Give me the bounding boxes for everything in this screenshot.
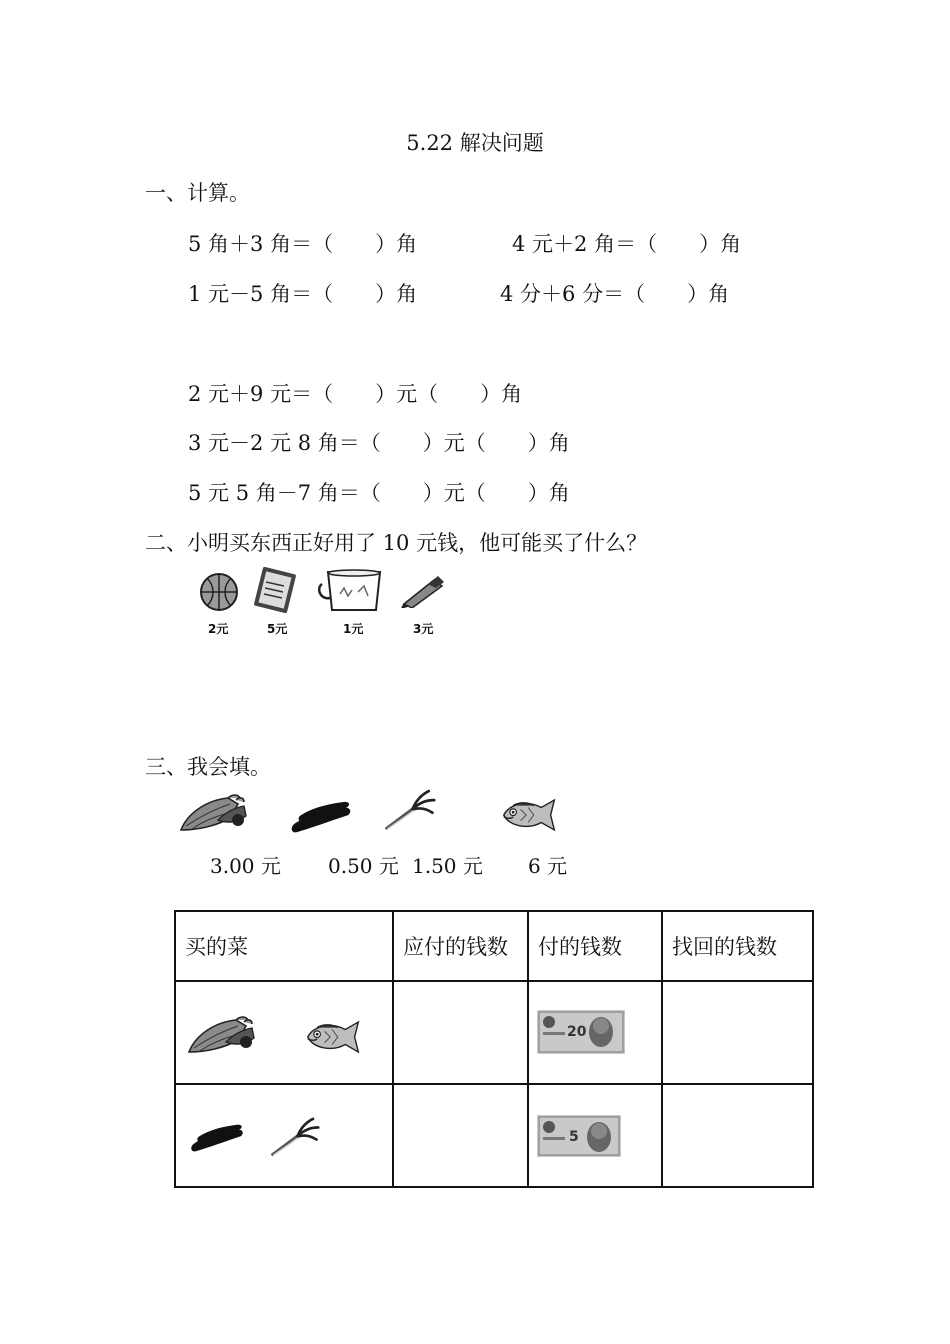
amount-paid-cell — [528, 1084, 662, 1187]
page-title: 5.22 解决问题 — [406, 131, 544, 155]
shopping-table — [174, 910, 814, 1188]
table-row — [175, 1084, 813, 1187]
banknote-5-icon — [537, 1115, 621, 1157]
header-amount-due: 应付的钱数 — [393, 911, 528, 981]
banknote-20-icon — [537, 1010, 625, 1054]
section-3-heading: 三、我会填。 — [145, 755, 271, 779]
amount-due-cell[interactable] — [393, 981, 528, 1084]
bamboo-shoot-icon — [186, 1014, 256, 1056]
cup-price: 1元 — [343, 622, 364, 636]
leek-icon — [382, 786, 436, 834]
change-cell[interactable] — [662, 1084, 813, 1187]
book-price: 5元 — [267, 622, 288, 636]
problem-1: 5 角＋3 角＝（ ）角 — [188, 232, 418, 256]
items-cell — [175, 981, 393, 1084]
header-change: 找回的钱数 — [662, 911, 813, 981]
leek-price: 1.50 元 — [412, 854, 483, 878]
table-header-row — [175, 911, 813, 981]
fish-icon — [500, 796, 560, 834]
items-cell — [175, 1084, 393, 1187]
banknote-5-value: 5 — [569, 1129, 579, 1145]
eggplant-icon — [288, 796, 354, 836]
section-2-heading: 二、小明买东西正好用了 10 元钱，他可能买了什么？ — [145, 531, 648, 555]
banknote-20-value: 20 — [567, 1024, 587, 1040]
problem-2: 4 元＋2 角＝（ ）角 — [512, 232, 742, 256]
problem-3: 1 元－5 角＝（ ）角 — [188, 282, 418, 306]
pen-icon — [400, 572, 444, 608]
eggplant-icon — [188, 1119, 246, 1155]
problem-4: 4 分＋6 分＝（ ）角 — [500, 282, 730, 306]
pen-price: 3元 — [413, 622, 434, 636]
change-cell[interactable] — [662, 981, 813, 1084]
amount-paid-cell — [528, 981, 662, 1084]
problem-7: 5 元 5 角－7 角＝（ ）元（ ）角 — [188, 481, 570, 505]
header-items-bought: 买的菜 — [175, 911, 393, 981]
problem-5: 2 元＋9 元＝（ ）元（ ）角 — [188, 382, 523, 406]
section-1-heading: 一、计算。 — [145, 181, 250, 205]
fish-price: 6 元 — [528, 854, 568, 878]
eggplant-price: 0.50 元 — [328, 854, 399, 878]
leek-icon — [268, 1115, 320, 1159]
problem-6: 3 元－2 元 8 角＝（ ）元（ ）角 — [188, 431, 570, 455]
basketball-icon — [199, 572, 239, 612]
amount-due-cell[interactable] — [393, 1084, 528, 1187]
header-amount-paid: 付的钱数 — [528, 911, 662, 981]
cup-icon — [318, 568, 386, 614]
table-row — [175, 981, 813, 1084]
basketball-price: 2元 — [208, 622, 229, 636]
bamboo-shoot-icon — [178, 792, 248, 834]
book-icon — [252, 566, 300, 614]
fish-icon — [304, 1018, 364, 1056]
bamboo-shoot-price: 3.00 元 — [210, 854, 281, 878]
